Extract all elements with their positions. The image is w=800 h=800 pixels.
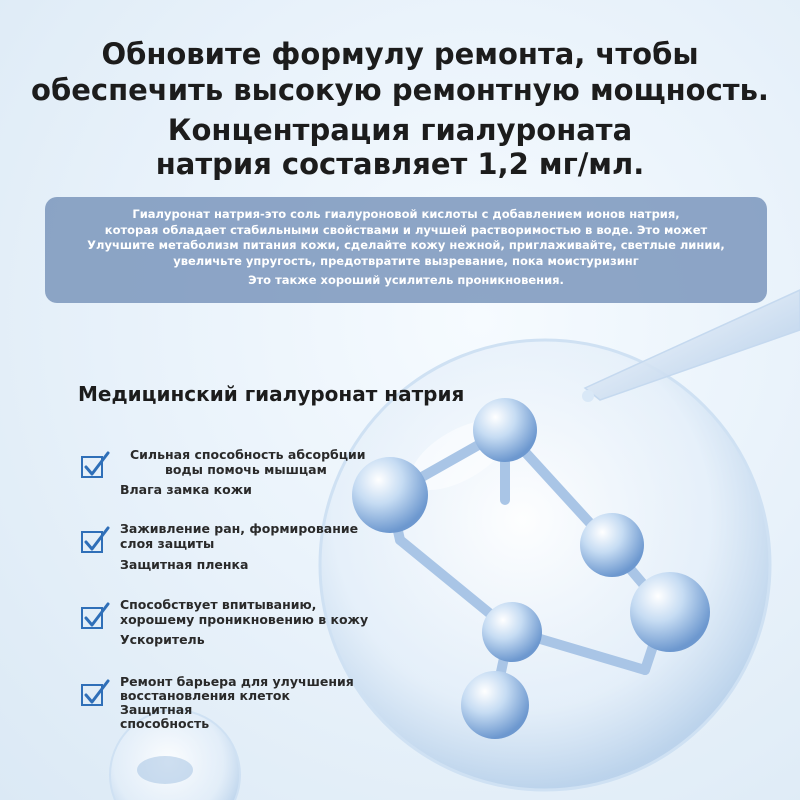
description-line-3: Улучшите метаболизм питания кожи, сделайте кожу нежной, приглаживайте, светлые линии, <box>87 238 725 252</box>
feature-subtitle: Ускоритель <box>120 632 205 647</box>
description-box <box>45 197 767 303</box>
headline-line-3: Концентрация гиалуроната <box>167 113 633 147</box>
feature-title-line-2: хорошему проникновению в кожу <box>120 612 369 627</box>
feature-title-line-2: слоя защиты <box>120 536 215 551</box>
headline-line-1: Обновите формулу ремонта, чтобы <box>101 37 699 71</box>
pipette-illustration <box>582 290 800 402</box>
bubble-sphere <box>320 340 770 790</box>
feature-title-line-2: восстановления клеток <box>120 688 290 703</box>
checkbox-check-icon <box>80 679 110 709</box>
feature-title-line-1: Сильная способность абсорбции <box>130 447 366 462</box>
feature-subtitle: Защитная <box>120 702 193 717</box>
description-line-5: Это также хороший усилитель проникновения. <box>248 273 564 287</box>
description-line-4: увеличьте упругость, предотвратите вызревание, пока моистуризинг <box>173 253 639 268</box>
headline-line-2: обеспечить высокую ремонтную мощность. <box>31 73 769 107</box>
description-line-1: Гиалуронат натрия-это соль гиалуроновой кислоты с добавлением ионов натрия, <box>132 207 680 221</box>
checkbox-check-icon <box>80 451 110 481</box>
section-title: Медицинский гиалуронат натрия <box>78 382 465 406</box>
checkbox-check-icon <box>80 602 110 632</box>
feature-title-line-1: Способствует впитыванию, <box>120 597 317 612</box>
feature-title-line-1: Заживление ран, формирование <box>120 521 359 536</box>
feature-title-line-1: Ремонт барьера для улучшения <box>120 674 354 689</box>
feature-title-line-2: воды помочь мышцам <box>165 462 327 477</box>
description-line-2: которая обладает стабильными свойствами и лучшей растворимостью в воде. Это может <box>104 222 708 237</box>
feature-subtitle: Защитная пленка <box>120 557 249 572</box>
checkbox-check-icon <box>80 526 110 556</box>
feature-subtitle-line-2: способность <box>120 716 210 731</box>
headline-line-4: натрия составляет 1,2 мг/мл. <box>155 147 645 181</box>
feature-subtitle: Влага замка кожи <box>120 482 252 497</box>
